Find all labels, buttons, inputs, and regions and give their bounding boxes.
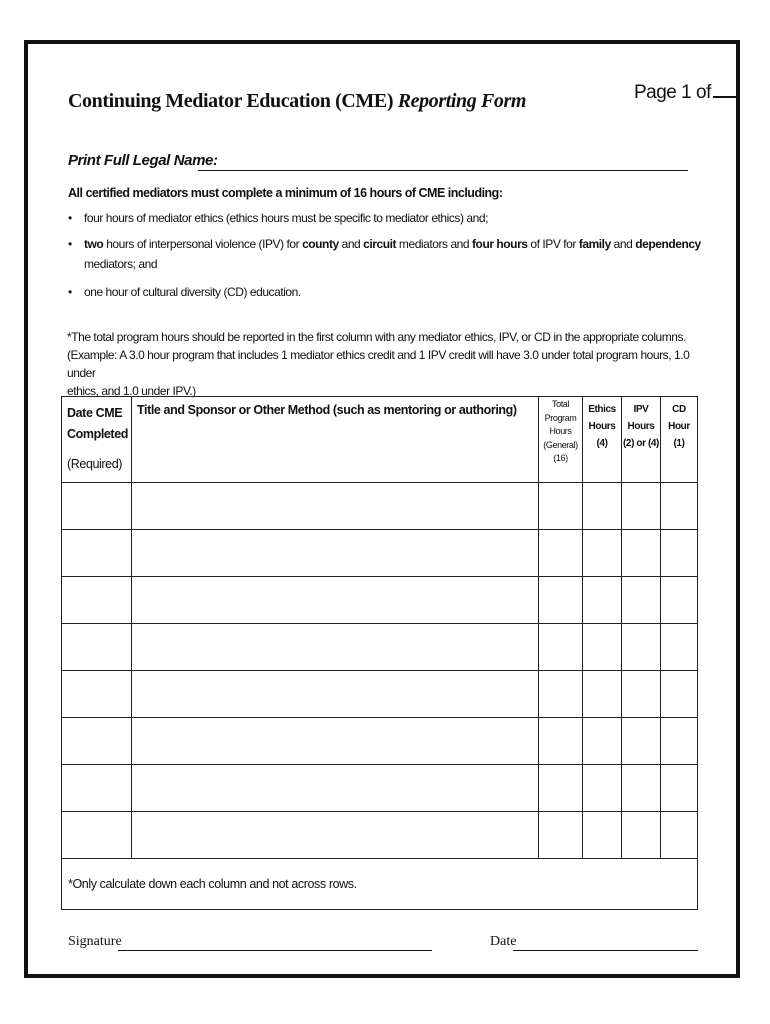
- col-ipv-l1: IPV: [633, 404, 649, 415]
- col-cd-l3: (1): [673, 438, 685, 449]
- date-field[interactable]: [513, 950, 698, 951]
- table-row: [62, 624, 698, 671]
- title-cell[interactable]: [132, 812, 539, 859]
- total-hours-cell[interactable]: [539, 671, 583, 718]
- legal-name-field[interactable]: [198, 170, 688, 171]
- table-row: [62, 812, 698, 859]
- title-cell[interactable]: [132, 765, 539, 812]
- page-number: [634, 80, 737, 104]
- col-header-ipv: [622, 397, 661, 483]
- ethics-hours-cell[interactable]: [583, 671, 622, 718]
- ipv-bold-circuit: circuit: [363, 237, 397, 251]
- cd-hour-cell[interactable]: [661, 530, 698, 577]
- note-line-3: ethics, and 1.0 under IPV.): [67, 384, 196, 398]
- title-cell[interactable]: [132, 718, 539, 765]
- ipv-bold-four-hours: four hours: [472, 237, 528, 251]
- col-total-l1: Total: [551, 399, 569, 409]
- ipv-text-4: of IPV for: [527, 237, 579, 251]
- table-row: [62, 577, 698, 624]
- total-hours-cell[interactable]: [539, 577, 583, 624]
- requirement-ethics: • four hours of mediator ethics (ethics hours must be specific to mediator ethics) and;: [68, 208, 708, 228]
- ethics-hours-cell[interactable]: [583, 483, 622, 530]
- ethics-hours-cell[interactable]: [583, 812, 622, 859]
- ethics-hours-cell[interactable]: [583, 718, 622, 765]
- title-cell[interactable]: [132, 671, 539, 718]
- ethics-hours-cell[interactable]: [583, 624, 622, 671]
- table-row: [62, 530, 698, 577]
- date-cell[interactable]: [62, 624, 132, 671]
- col-ipv-l2: Hours: [627, 421, 655, 432]
- date-cell[interactable]: [62, 577, 132, 624]
- ipv-bold-county: county: [302, 237, 339, 251]
- col-cd-l1: CD: [672, 404, 686, 415]
- col-header-ethics: [583, 397, 622, 483]
- title-cell[interactable]: [132, 577, 539, 624]
- ipv-hours-cell[interactable]: [622, 671, 661, 718]
- col-date-line2: Completed: [67, 427, 128, 441]
- ipv-text-5: and: [610, 237, 636, 251]
- title-cell[interactable]: [132, 624, 539, 671]
- date-cell[interactable]: [62, 812, 132, 859]
- cd-hour-cell[interactable]: [661, 671, 698, 718]
- date-cell[interactable]: [62, 765, 132, 812]
- requirement-cd: • one hour of cultural diversity (CD) education.: [68, 282, 708, 302]
- title-cell[interactable]: [132, 483, 539, 530]
- col-cd-l2: Hour: [668, 421, 690, 432]
- total-hours-cell[interactable]: [539, 530, 583, 577]
- reporting-note: [67, 328, 707, 400]
- ipv-text-1: hours of interpersonal violence (IPV) for: [103, 237, 303, 251]
- ipv-text-2: and: [338, 237, 364, 251]
- requirement-ipv: [68, 234, 708, 274]
- table-row: [62, 718, 698, 765]
- form-title-italic: Reporting Form: [397, 90, 527, 112]
- total-hours-cell[interactable]: [539, 718, 583, 765]
- form-title-main: Continuing Mediator Education (CME): [68, 90, 398, 112]
- column-total-footnote: *Only calculate down each column and not across rows.: [62, 859, 698, 910]
- date-cell[interactable]: [62, 483, 132, 530]
- legal-name-label: Print Full Legal Name:: [68, 152, 218, 169]
- total-hours-cell[interactable]: [539, 483, 583, 530]
- ethics-hours-cell[interactable]: [583, 530, 622, 577]
- date-label: Date: [490, 934, 517, 949]
- col-total-l5: (16): [553, 453, 568, 463]
- col-ipv-l3: (2) or (4): [622, 438, 659, 449]
- table-header-row: [62, 397, 698, 483]
- total-hours-cell[interactable]: [539, 765, 583, 812]
- col-ethics-l2: Hours: [588, 421, 616, 432]
- cd-hour-cell[interactable]: [661, 812, 698, 859]
- col-header-title: Title and Sponsor or Other Method (such as mentoring or authoring): [132, 397, 539, 483]
- ipv-text-3: mediators and: [396, 237, 473, 251]
- ipv-text-6: mediators; and: [84, 257, 158, 271]
- table-row: [62, 765, 698, 812]
- cd-hour-cell[interactable]: [661, 718, 698, 765]
- ipv-bold-dependency: dependency: [635, 237, 701, 251]
- ipv-hours-cell[interactable]: [622, 765, 661, 812]
- note-line-1: *The total program hours should be reported in the first column with any mediator ethics, IPV, or CD in the appropriate columns.: [67, 330, 686, 344]
- note-line-2: (Example: A 3.0 hour program that includes 1 mediator ethics credit and 1 IPV credit will have 3.0 under total program hours, 1.0 under: [67, 348, 690, 380]
- total-hours-cell[interactable]: [539, 624, 583, 671]
- col-date-line1: Date CME: [67, 406, 123, 420]
- ipv-hours-cell[interactable]: [622, 812, 661, 859]
- col-header-date: [62, 397, 132, 483]
- requirements-heading: All certified mediators must complete a minimum of 16 hours of CME including:: [68, 186, 503, 200]
- cd-hour-cell[interactable]: [661, 483, 698, 530]
- ethics-hours-cell[interactable]: [583, 765, 622, 812]
- requirements-list: [68, 208, 708, 302]
- ipv-hours-cell[interactable]: [622, 530, 661, 577]
- table-footnote-row: [62, 859, 698, 910]
- ethics-hours-cell[interactable]: [583, 577, 622, 624]
- col-ethics-l1: Ethics: [588, 404, 616, 415]
- col-total-l3: Hours: [549, 426, 572, 436]
- form-title: [68, 90, 526, 113]
- col-header-total-hours: [539, 397, 583, 483]
- table-row: [62, 671, 698, 718]
- ipv-hours-cell[interactable]: [622, 577, 661, 624]
- table-row: [62, 483, 698, 530]
- cd-hour-cell[interactable]: [661, 577, 698, 624]
- ipv-bold-family: family: [578, 237, 611, 251]
- date-cell[interactable]: [62, 530, 132, 577]
- page-total-blank[interactable]: [713, 80, 737, 98]
- cd-hour-cell[interactable]: [661, 765, 698, 812]
- total-hours-cell[interactable]: [539, 812, 583, 859]
- cd-hour-cell[interactable]: [661, 624, 698, 671]
- ipv-hours-cell[interactable]: [622, 624, 661, 671]
- col-total-l2: Program: [544, 412, 577, 423]
- date-cell[interactable]: [62, 718, 132, 765]
- ipv-hours-cell[interactable]: [622, 483, 661, 530]
- ipv-hours-cell[interactable]: [622, 718, 661, 765]
- col-total-l4: (General): [543, 439, 578, 450]
- col-ethics-l3: (4): [596, 438, 608, 449]
- col-header-cd: [661, 397, 698, 483]
- title-cell[interactable]: [132, 530, 539, 577]
- cme-table: [61, 396, 698, 910]
- signature-field[interactable]: [118, 950, 432, 951]
- signature-label: Signature: [68, 934, 122, 949]
- col-date-required: (Required): [67, 457, 123, 471]
- ipv-bold-two: two: [84, 237, 104, 251]
- page-number-label: Page 1 of: [634, 82, 711, 103]
- date-cell[interactable]: [62, 671, 132, 718]
